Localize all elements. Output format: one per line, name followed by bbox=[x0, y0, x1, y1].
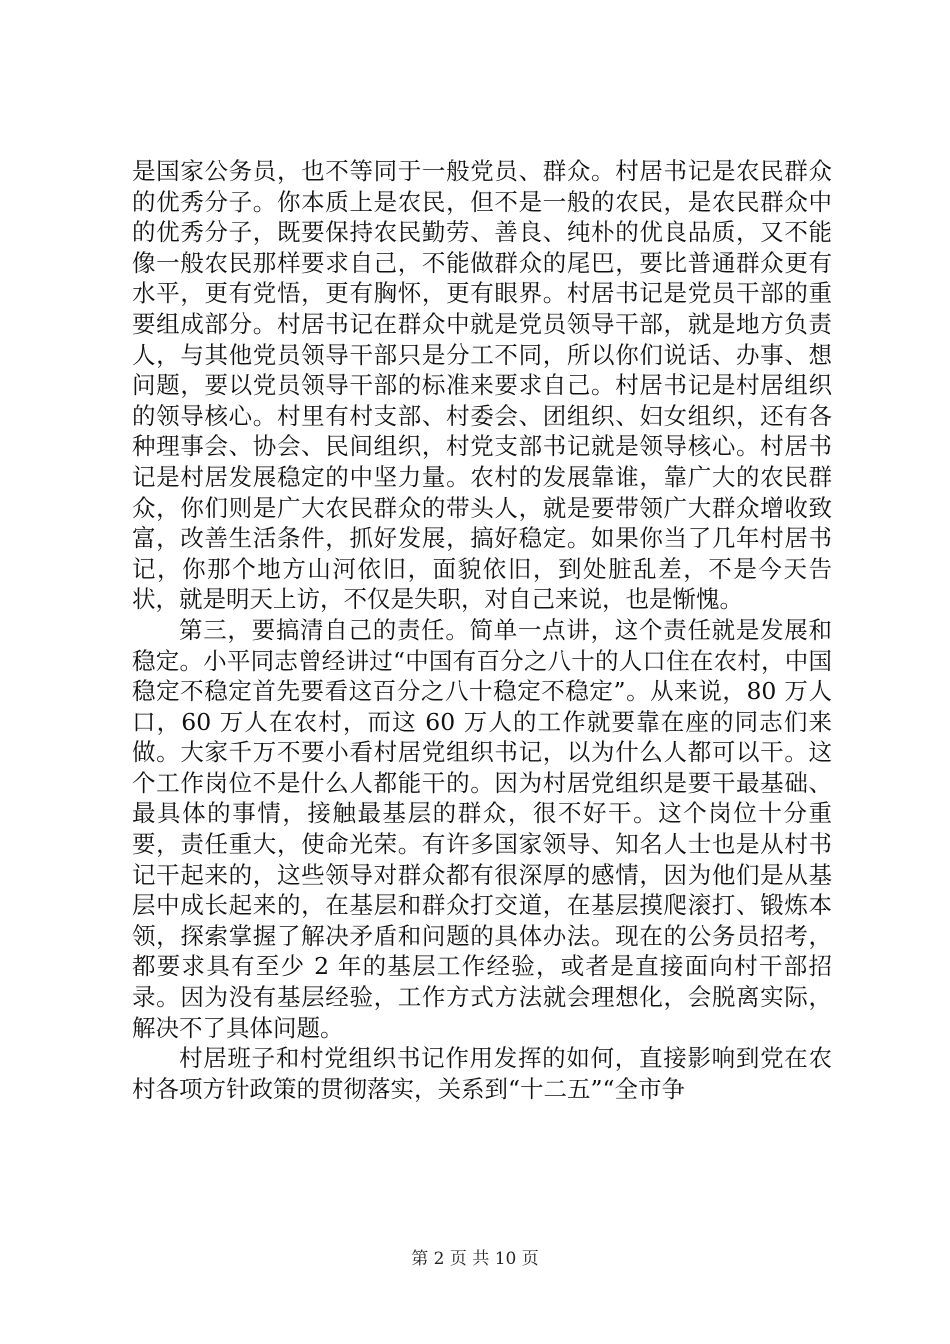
paragraph-1: 是国家公务员，也不等同于一般党员、群众。村居书记是农民群众的优秀分子。你本质上是农民，但不是一般的农民，是农民群众中的优秀分子，既要保持农民勤劳、善良、纯朴的优良品质，又不能像一般农民那样要求自己，不能做群众的尾巴，要比普通群众更有水平，更有党悟，更有胸怀，更有眼界。村居书记是党员干部的重要组成部分。村居书记在群众中就是党员领导干部，就是地方负责人，与其他党员领导干部只是分工不同，所以你们说话、办事、想问题，要以党员领导干部的标准来要求自己。村居书记是村居组织的领导核心。村里有村支部、村委会、团组织、妇女组织，还有各种理事会、协会、民间组织，村党支部书记就是领导核心。村居书记是村居发展稳定的中坚力量。农村的发展靠谁，靠广大的农民群众，你们则是广大农民群众的带头人，就是要带领广大群众增收致富，改善生活条件，抓好发展，搞好稳定。如果你当了几年村居书记，你那个地方山河依旧，面貌依旧，到处脏乱差，不是今天告状，就是明天上访，不仅是失职，对自己来说，也是惭愧。 bbox=[132, 157, 832, 614]
paragraph-3: 村居班子和村党组织书记作用发挥的如何，直接影响到党在农村各项方针政策的贯彻落实，关系到“十二五”“全市争 bbox=[132, 1044, 832, 1103]
paragraph-2: 第三，要搞清自己的责任。简单一点讲，这个责任就是发展和稳定。小平同志曾经讲过“中国有百分之八十的人口住在农村，中国稳定不稳定首先要看这百分之八十稳定不稳定”。从来说，80 万人口，60 万人在农村，而这 60 万人的工作就要靠在座的同志们来做。大家千万不要小看村居党组织书记，以为什么人都可以干。这个工作岗位不是什么人都能干的。因为村居党组织是要干最基础、最具体的事情，接触最基层的群众，很不好干。这个岗位十分重要，责任重大，使命光荣。有许多国家领导、知名人士也是从村书记干起来的，这些领导对群众都有很深厚的感情，因为他们是从基层中成长起来的，在基层和群众打交道，在基层摸爬滚打、锻炼本领，探索掌握了解决矛盾和问题的具体办法。现在的公务员招考，都要求具有至少 2 年的基层工作经验，或者是直接面向村干部招录。因为没有基层经验，工作方式方法就会理想化，会脱离实际，解决不了具体问题。 bbox=[132, 615, 832, 1042]
page-footer: 第 2 页 共 10 页 bbox=[411, 1249, 539, 1269]
document-body bbox=[132, 156, 832, 1104]
